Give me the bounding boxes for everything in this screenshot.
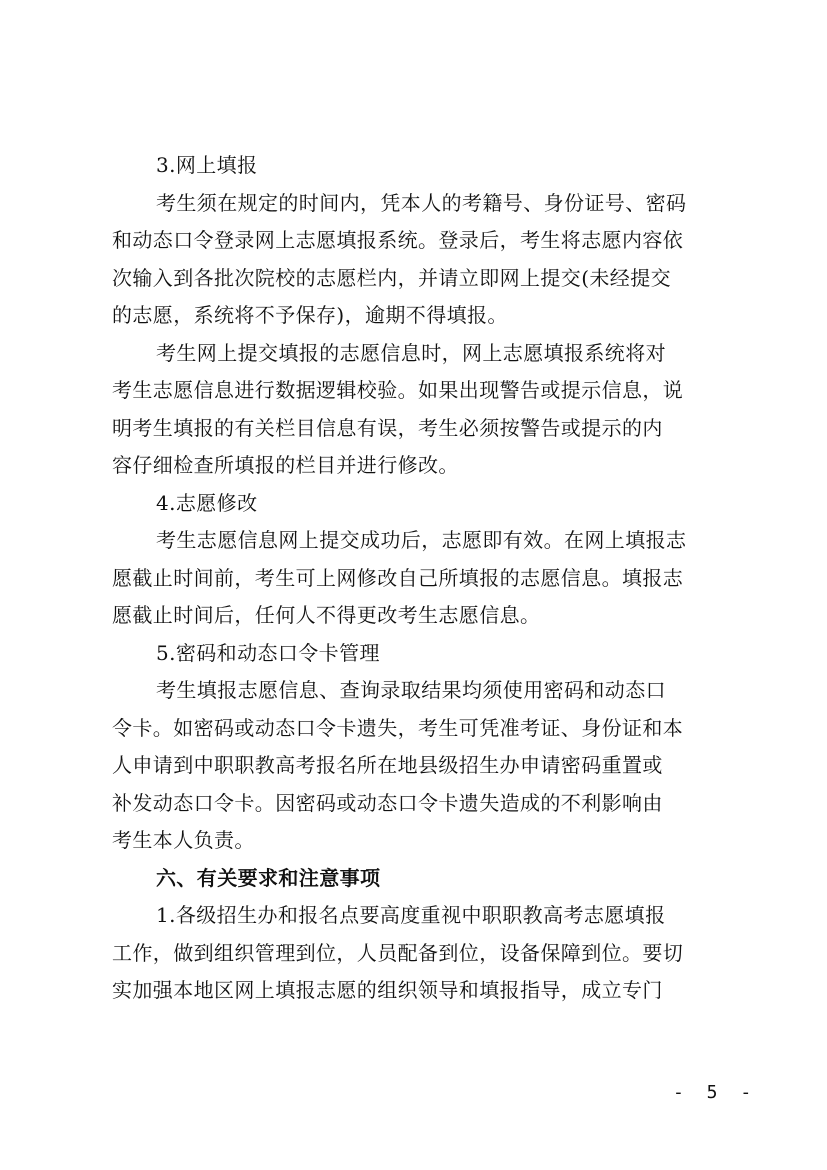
paragraph-line: 令卡。如密码或动态口令卡遗失，考生可凭准考证、身份证和本 — [112, 715, 684, 740]
paragraph-line: 考生志愿信息进行数据逻辑校验。如果出现警告或提示信息，说 — [112, 378, 684, 402]
subheading-password-management: 5.密码和动态口令卡管理 — [156, 640, 380, 665]
paragraph-line: 愿截止时间后，任何人不得更改考生志愿信息。 — [112, 603, 541, 627]
paragraph-line: 1.各级招生办和报名点要高度重视中职职教高考志愿填报 — [156, 903, 666, 927]
paragraph-line: 考生本人负责。 — [112, 828, 255, 852]
paragraph-line: 考生网上提交填报的志愿信息时，网上志愿填报系统将对 — [156, 340, 666, 365]
section-heading-requirements: 六、有关要求和注意事项 — [156, 865, 381, 890]
body-text — [112, 147, 718, 1010]
paragraph-line: 愿截止时间前，考生可上网修改自己所填报的志愿信息。填报志 — [112, 565, 684, 590]
paragraph-line: 容仔细检查所填报的栏目并进行修改。 — [112, 453, 459, 477]
subheading-online-filing: 3.网上填报 — [156, 153, 258, 177]
paragraph-line: 明考生填报的有关栏目信息有误，考生必须按警告或提示的内 — [112, 415, 663, 440]
paragraph-line: 人申请到中职职教高考报名所在地县级招生办申请密码重置或 — [112, 753, 663, 777]
paragraph-line: 和动态口令登录网上志愿填报系统。登录后，考生将志愿内容依 — [112, 228, 684, 252]
paragraph-line: 补发动态口令卡。因密码或动态口令卡遗失造成的不利影响由 — [112, 790, 663, 815]
paragraph-line: 考生须在规定的时间内，凭本人的考籍号、身份证号、密码 — [156, 190, 687, 215]
paragraph-line: 工作，做到组织管理到位，人员配备到位，设备保障到位。要切 — [112, 940, 684, 965]
paragraph-line: 实加强本地区网上填报志愿的组织领导和填报指导，成立专门 — [112, 978, 663, 1002]
paragraph-line: 次输入到各批次院校的志愿栏内，并请立即网上提交(未经提交 — [112, 265, 672, 290]
paragraph-line: 考生志愿信息网上提交成功后，志愿即有效。在网上填报志 — [156, 528, 687, 552]
paragraph-line: 的志愿，系统将不予保存)，逾期不得填报。 — [112, 303, 508, 327]
page-number: - 5 - — [673, 1082, 758, 1103]
paragraph-line: 考生填报志愿信息、查询录取结果均须使用密码和动态口 — [156, 678, 666, 702]
subheading-modification: 4.志愿修改 — [156, 490, 258, 515]
